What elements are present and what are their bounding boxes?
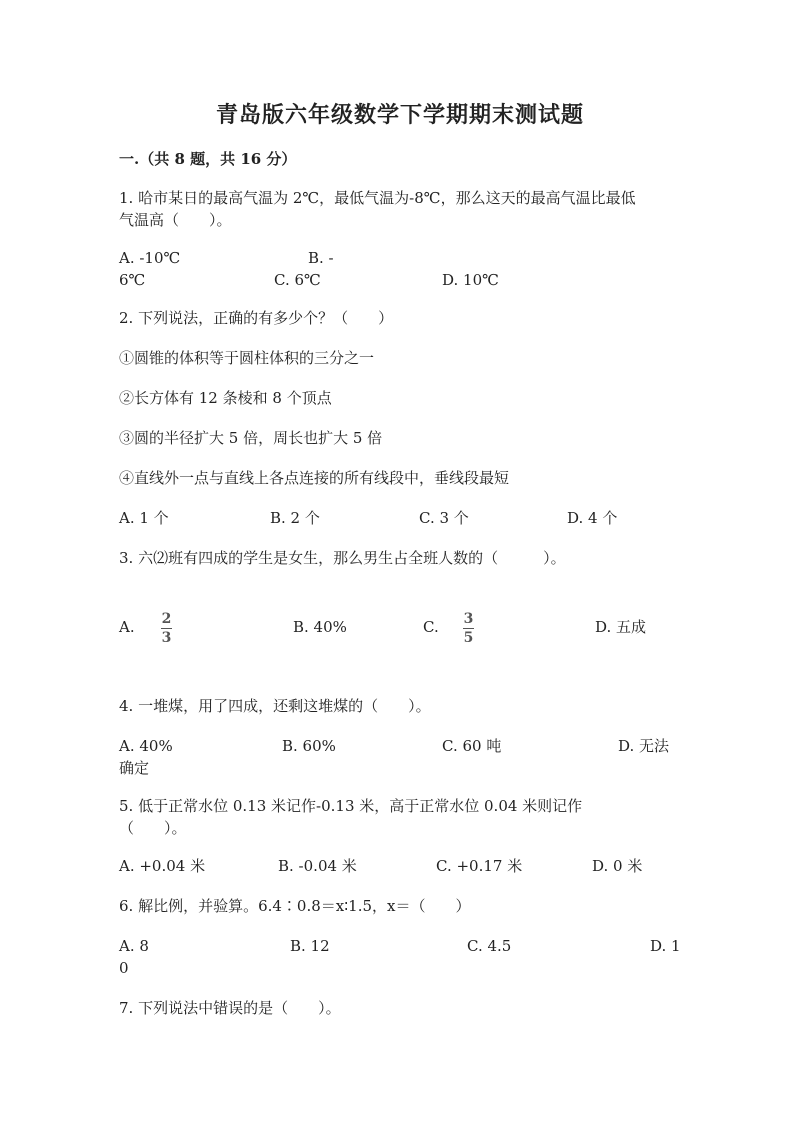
q4-stem: 4. 一堆煤，用了四成，还剩这堆煤的（ ）。 — [119, 697, 431, 715]
q2-statement-3: ③圆的半径扩大 5 倍，周长也扩大 5 倍 — [119, 429, 383, 447]
fraction-bar — [463, 628, 474, 629]
q6-option-b: B. 12 — [290, 937, 330, 955]
page-title: 青岛版六年级数学下学期期末测试题 — [215, 102, 584, 128]
q1-option-d: D. 10℃ — [442, 271, 499, 289]
q2-option-c: C. 3 个 — [419, 509, 469, 527]
q4-option-c: C. 60 吨 — [442, 737, 502, 755]
q3-option-c-numerator: 3 — [463, 611, 474, 627]
q3-option-a-denominator: 3 — [161, 630, 172, 646]
q4-option-d: D. 无法 — [618, 737, 670, 755]
q2-option-a: A. 1 个 — [119, 509, 169, 527]
q2-stem: 2. 下列说法，正确的有多少个？（ ） — [119, 309, 394, 327]
q5-option-d: D. 0 米 — [592, 857, 643, 875]
fraction-bar — [161, 628, 172, 629]
q1-stem-line2: 气温高（ ）。 — [119, 211, 232, 229]
q4-option-d-cont: 确定 — [119, 759, 150, 777]
q1-stem-line1: 1. 哈市某日的最高气温为 2℃，最低气温为-8℃，那么这天的最高气温比最低 — [119, 189, 636, 207]
q2-statement-1: ①圆锥的体积等于圆柱体积的三分之一 — [119, 349, 375, 367]
q3-option-a-label: A. — [119, 618, 135, 636]
q5-option-a: A. +0.04 米 — [119, 857, 206, 875]
q3-option-a-fraction — [161, 611, 172, 646]
q5-option-b: B. -0.04 米 — [278, 857, 357, 875]
q2-statement-2: ②长方体有 12 条棱和 8 个顶点 — [119, 389, 332, 407]
q4-option-a: A. 40% — [119, 737, 173, 755]
q1-option-a: A. -10℃ — [119, 249, 181, 267]
q2-statement-4: ④直线外一点与直线上各点连接的所有线段中，垂线段最短 — [119, 469, 510, 487]
q5-option-c: C. +0.17 米 — [436, 857, 523, 875]
q3-option-d: D. 五成 — [595, 618, 647, 636]
q1-option-b: B. - — [308, 249, 334, 267]
q6-option-d: D. 1 — [650, 937, 681, 955]
section-header: 一.（共 8 题，共 16 分） — [119, 150, 297, 168]
q6-stem: 6. 解比例，并验算。6.4∶0.8＝x∶1.5，x＝（ ） — [119, 897, 471, 915]
q3-option-c-label: C. — [423, 618, 439, 636]
q1-option-c: C. 6℃ — [274, 271, 321, 289]
q6-option-a: A. 8 — [119, 937, 149, 955]
q3-option-c-fraction — [463, 611, 474, 646]
q3-option-a-numerator: 2 — [161, 611, 172, 627]
q7-stem: 7. 下列说法中错误的是（ ）。 — [119, 999, 341, 1017]
q6-option-d-cont: 0 — [119, 959, 129, 977]
q2-option-d: D. 4 个 — [567, 509, 618, 527]
q1-option-b-cont: 6℃ — [119, 271, 146, 289]
q6-option-c: C. 4.5 — [467, 937, 512, 955]
q3-option-c-denominator: 5 — [463, 630, 474, 646]
q4-option-b: B. 60% — [282, 737, 336, 755]
q3-option-b: B. 40% — [293, 618, 347, 636]
q5-stem-line2: （ ）。 — [119, 819, 187, 837]
q2-option-b: B. 2 个 — [270, 509, 320, 527]
q3-stem: 3. 六⑵班有四成的学生是女生，那么男生占全班人数的（ ）。 — [119, 549, 566, 567]
q5-stem-line1: 5. 低于正常水位 0.13 米记作-0.13 米，高于正常水位 0.04 米则记作 — [119, 797, 583, 815]
